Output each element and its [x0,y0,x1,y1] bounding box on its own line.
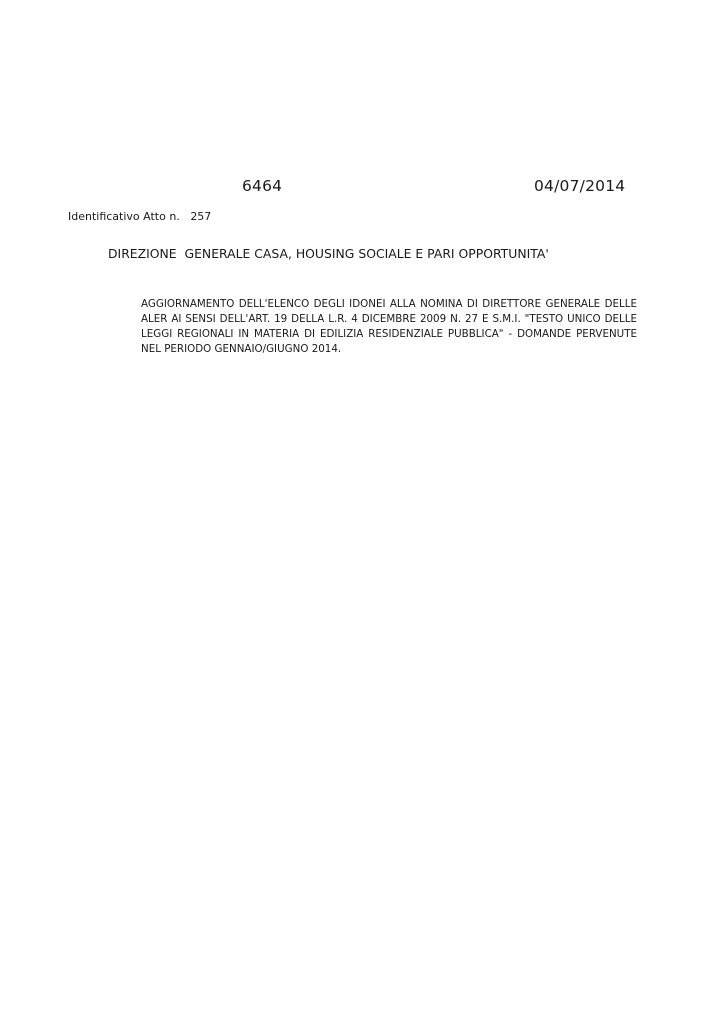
document-number: 6464 [242,177,283,195]
atto-value: 257 [190,210,212,223]
oggetto-text: AGGIORNAMENTO DELL'ELENCO DEGLI IDONEI ALLA NOMINA DI DIRETTORE GENERALE DELLE ALER AI SENSI DELL'ART. 19 DELLA L.R. 4 DICEMBRE 2009 N. 27 E S.M.I. "TESTO UNICO DELLE LEGGI REGIONALI IN MATERIA DI EDILIZIA RESIDENZIALE PUBBLICA" - DOMANDE PERVENUTE NEL PERIODO GENNAIO/GIUGNO 2014. [141,298,637,355]
atto-label: Identificativo Atto n. [68,210,180,223]
document-date: 04/07/2014 [534,177,626,195]
direzione-title: DIREZIONE GENERALE CASA, HOUSING SOCIALE E PARI OPPORTUNITA' [108,246,549,261]
atto-identifier [68,210,211,223]
